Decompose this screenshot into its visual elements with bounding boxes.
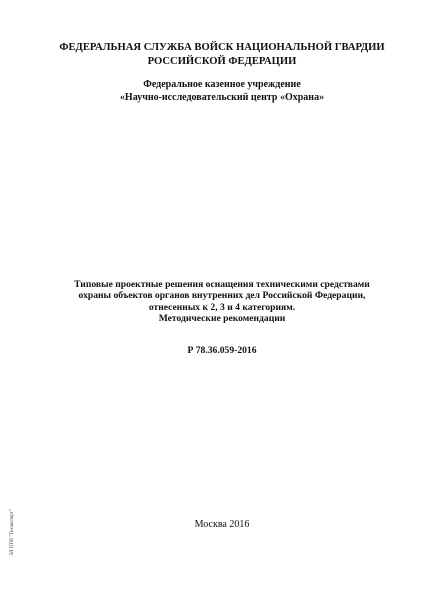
agency-line-2: РОССИЙСКОЙ ФЕДЕРАЦИИ — [147, 55, 297, 67]
margin-stamp: ЭЛ ПТИ "Техэксперт" — [10, 509, 15, 556]
title-line-4: Методические рекомендации — [158, 313, 286, 325]
title-line-2: охраны объектов органов внутренних дел Российской Федерации, — [78, 290, 366, 302]
institution-line-2: «Научно-исследовательский центр «Охрана» — [119, 92, 325, 103]
agency-line-1: ФЕДЕРАЛЬНАЯ СЛУЖБА ВОЙСК НАЦИОНАЛЬНОЙ ГВАРДИИ — [59, 42, 385, 53]
title-line-1: Типовые проектные решения оснащения техническими средствами — [74, 279, 370, 290]
title-line-3: отнесенных к 2, 3 и 4 категориям. — [148, 301, 296, 313]
document-code — [40, 345, 404, 357]
place-year-text: Москва 2016 — [194, 519, 250, 530]
agency-name — [40, 41, 404, 68]
institution-line-1: Федеральное казенное учреждение — [143, 79, 301, 90]
place-and-year — [40, 518, 404, 531]
document-title — [40, 279, 404, 325]
institution-name — [40, 78, 404, 104]
document-code-text: Р 78.36.059-2016 — [187, 345, 257, 356]
